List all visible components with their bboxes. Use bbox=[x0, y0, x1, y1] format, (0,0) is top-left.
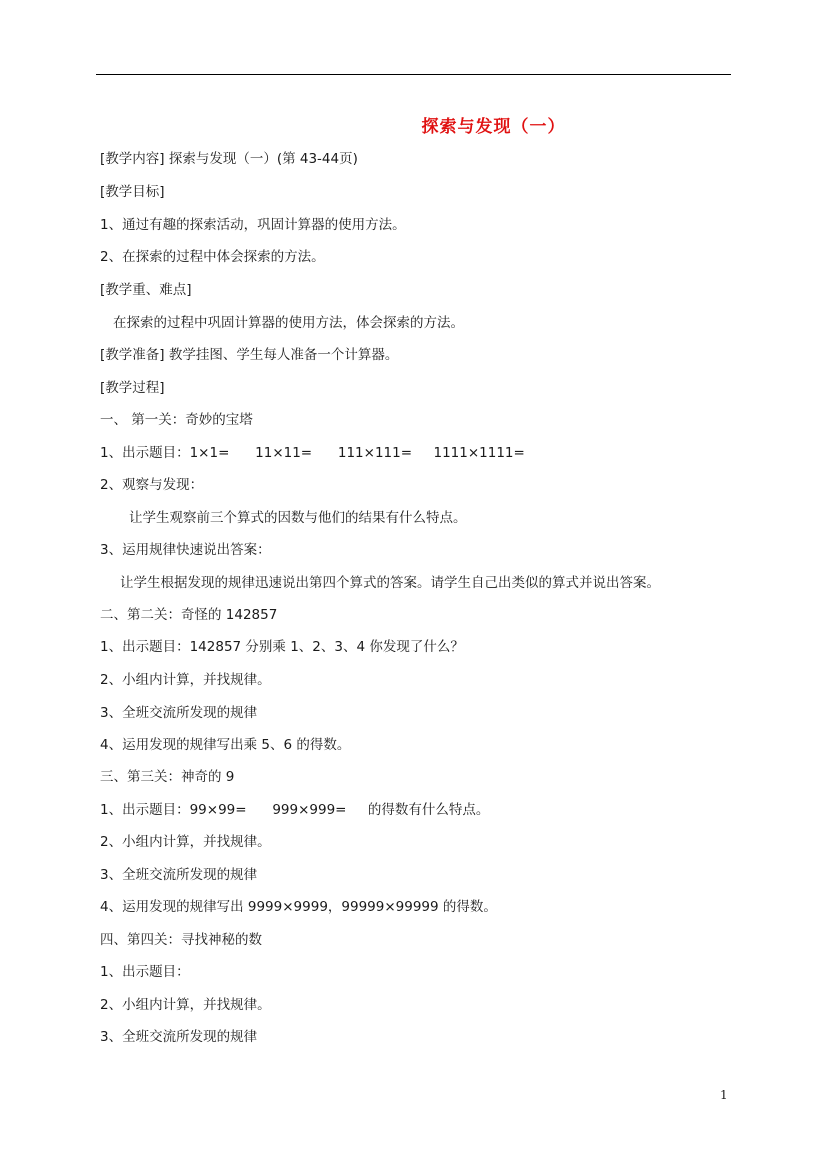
goal-item-2: 2、在探索的过程中体会探索的方法。 bbox=[100, 249, 325, 265]
level-1-item-2-detail: 让学生观察前三个算式的因数与他们的结果有什么特点。 bbox=[129, 510, 467, 526]
header-rule bbox=[96, 74, 731, 75]
key-points-heading: [教学重、难点] bbox=[100, 282, 192, 298]
teaching-content-line: [教学内容] 探索与发现（一）(第 43-44页) bbox=[100, 151, 358, 167]
level-3-item-1: 1、出示题目：99×99= 999×999= 的得数有什么特点。 bbox=[100, 802, 490, 818]
level-4-item-2: 2、小组内计算，并找规律。 bbox=[100, 997, 271, 1013]
level-2-item-3: 3、全班交流所发现的规律 bbox=[100, 705, 258, 721]
teaching-preparation-line: [教学准备] 教学挂图、学生每人准备一个计算器。 bbox=[100, 347, 399, 363]
level-1-item-2: 2、观察与发现： bbox=[100, 477, 204, 493]
level-3-heading: 三、第三关：神奇的 9 bbox=[100, 769, 235, 785]
level-1-heading: 一、 第一关：奇妙的宝塔 bbox=[100, 412, 253, 428]
goal-item-1: 1、通过有趣的探索活动，巩固计算器的使用方法。 bbox=[100, 217, 406, 233]
level-2-item-1: 1、出示题目：142857 分别乘 1、2、3、4 你发现了什么？ bbox=[100, 639, 464, 655]
level-4-item-1: 1、出示题目： bbox=[100, 964, 190, 980]
level-1-item-1: 1、出示题目：1×1= 11×11= 111×111= 1111×1111= bbox=[100, 445, 525, 461]
page-number: 1 bbox=[720, 1088, 728, 1102]
document-title: 探索与发现（一） bbox=[421, 117, 566, 137]
level-2-heading: 二、第二关：奇怪的 142857 bbox=[100, 607, 278, 623]
level-2-item-2: 2、小组内计算，并找规律。 bbox=[100, 672, 271, 688]
level-3-item-3: 3、全班交流所发现的规律 bbox=[100, 867, 258, 883]
level-4-heading: 四、第四关：寻找神秘的数 bbox=[100, 932, 262, 948]
level-3-item-4: 4、运用发现的规律写出 9999×9999，99999×99999 的得数。 bbox=[100, 899, 497, 915]
teaching-process-heading: [教学过程] bbox=[100, 380, 165, 396]
level-3-item-2: 2、小组内计算，并找规律。 bbox=[100, 834, 271, 850]
level-1-item-3-detail: 让学生根据发现的规律迅速说出第四个算式的答案。请学生自己出类似的算式并说出答案。 bbox=[120, 575, 660, 591]
key-points-text: 在探索的过程中巩固计算器的使用方法，体会探索的方法。 bbox=[113, 315, 464, 331]
level-4-item-3: 3、全班交流所发现的规律 bbox=[100, 1029, 258, 1045]
teaching-goals-heading: [教学目标] bbox=[100, 184, 165, 200]
level-2-item-4: 4、运用发现的规律写出乘 5、6 的得数。 bbox=[100, 737, 351, 753]
level-1-item-3: 3、运用规律快速说出答案： bbox=[100, 542, 271, 558]
